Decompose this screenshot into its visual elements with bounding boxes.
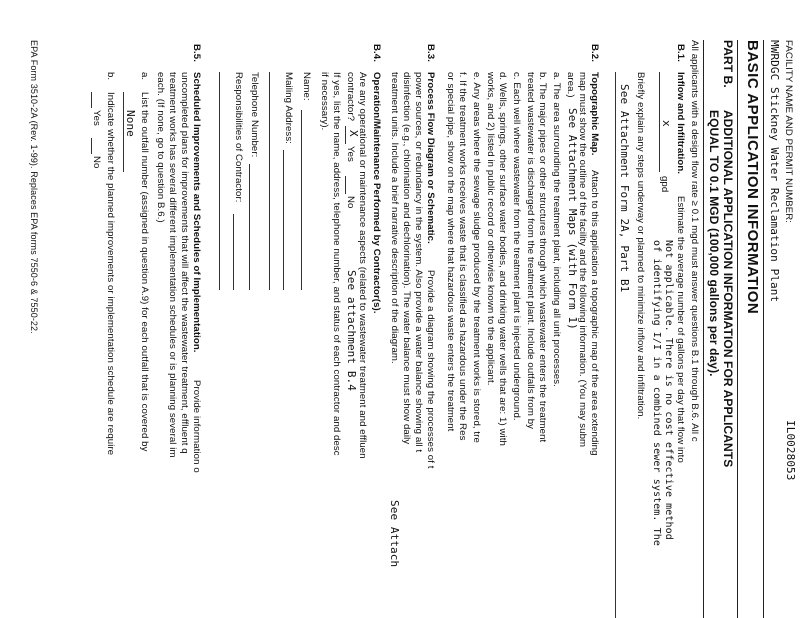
b5-heading: Scheduled Improvements and Schedules of Implementation. [191,72,202,353]
b1-note: Not applicable. There is no cost effective method [663,240,674,540]
b2-text-b: map must show the outline of the facility and the following information. (You may subm [577,72,588,448]
b5-line-4: each. (If none, go to question B.6.) [155,72,166,223]
b4-yes: Yes [345,146,356,162]
b4-label: B.4. [371,44,382,62]
b2-item-c: c. Each well where wastewater from the treatment plant is injected underground. [511,72,522,421]
page-title: BASIC APPLICATION INFORMATION [744,40,761,315]
b3-line-2: power sources, or redundancy in the system. Also provide a water balance showing all t [413,72,424,453]
b2-label: B.2. [589,44,600,62]
intro-text: All applicants with a design flow rate ≥ 0.1 mgd must answer questions B.1 through B.6. All c [689,40,700,442]
b4-yes-mark[interactable]: X [347,130,360,137]
b3-line-1: Provide a diagram showing the processes of t [425,270,436,469]
b5-a-text: List the outfall number (assigned in question A.9) for each outfall that is covered by [139,92,150,452]
b2-item-b: b. The major pipes or other structures through which wastewater enters the treatment [537,72,548,443]
b4-field-resp: Responsibilities of Contractor: [233,72,244,203]
b4-q1: Are any operational or maintenance aspects (related to wastewater treatment and effluen [357,72,368,459]
permit-number: IL0028053 [784,420,797,481]
part-label: PART B. [721,40,735,88]
b5-b-text: Indicate whether the planned improvements or implementation schedule are require [105,92,116,456]
b2-heading: Topographic Map. [589,72,600,156]
b5-b-label: b. [105,72,116,81]
b4-field-phone: Telephone Number: [249,72,260,158]
b1-label: B.1. [675,44,686,62]
b4-q1b: contractor? [345,72,356,122]
b1-hand: See Attachment Form 2A, Part B1 [618,84,631,293]
b5-line-2: uncompleted plans for improvements that will affect the wastewater treatment, effluent q [179,72,190,454]
b1-note-2: of identifying I/I in a combined sewer system. The [651,240,662,547]
b1-text: Estimate the average number of gallons per day that flow into [675,196,686,463]
b5-line-3: treatment works has several different implementation schedules or is planning several im [167,72,178,458]
b5-b-no: No [91,156,102,169]
b3-heading: Process Flow Diagram or Schematic. [425,72,436,244]
facility-value-line [768,40,780,302]
b2-item-f: f. If the treatment works receives waste that is classified as hazardous under the Res [457,72,468,441]
b4-field-address: Mailing Address: [283,72,294,144]
b4-no: No [345,196,356,209]
b1-heading: Inflow and Infiltration. [675,72,686,175]
b5-label: B.5. [191,44,202,62]
facility-label: FACILITY NAME AND PERMIT NUMBER: [783,40,794,224]
b1-text2: Briefly explain any steps underway or planned to minimize inflow and infiltration. [635,72,646,420]
b2-text-c: area.) [565,72,576,98]
b2-text: Attach to this application a topographic map of the area extending [589,170,600,456]
b3-line-3: disinfection (e.g., chlorination and dechlorination). The water balance must show daily [401,72,412,445]
b2-item-d: d. Wells, springs, other surface water bodies, and drinking water wells that are: 1) with [497,72,508,446]
facility-name: MWRDGC Stickney Water Reclamation Plant [768,40,781,303]
b4-hand: See attachment B.4 [345,270,358,392]
b2-hand: See Attachment Maps (with Form 1) [566,108,579,330]
b4-field-name: Name: [301,72,312,101]
facility-line [782,40,794,223]
b3-line-4: treatment units. Include a brief narrative description of the diagram. [389,72,400,364]
b3-hand: See Attach [388,500,401,568]
b4-heading: Operation/Maintenance Performed by Contractor(s). [371,72,382,314]
b2-item-e: e. Any areas where the sewage sludge produced by the treatment works is stored, tre [471,72,482,443]
part-title-1: ADDITIONAL APPLICATION INFORMATION FOR APPLICANTS [721,110,735,468]
b2-item-d2: works, and 2) listed in public record or otherwise known to the applicant. [485,72,496,386]
form-footer: EPA Form 3510-2A (Rev. 1-99). Replaces EPA forms 7550-6 & 7550-22. [29,40,39,334]
b5-a-label: a. [139,72,150,81]
b5-a-hand: None [124,110,137,137]
b3-label: B.3. [425,44,436,62]
b2-item-f2: or special pipe, show on the map where that hazardous waste enters the treatment [445,72,456,432]
b1-unit: gpd [659,176,670,193]
b5-line-1: Provide information o [191,380,202,473]
part-title-2: EQUAL TO 0.1 MGD (100,000 gallons per day). [707,110,721,377]
b2-item-b2: treated wastewater is discharged from the treatment plant. Include outfalls from by [525,72,536,430]
b4-q2b: if necessary). [319,72,330,131]
b4-q2: If yes, list the name, address, telephone number, and status of each contractor and desc [331,72,342,456]
b5-b-yes: Yes [91,110,102,126]
b1-value: x [660,120,673,127]
b2-item-a: a. The area surrounding the treatment plant, including all unit processes. [551,72,562,387]
